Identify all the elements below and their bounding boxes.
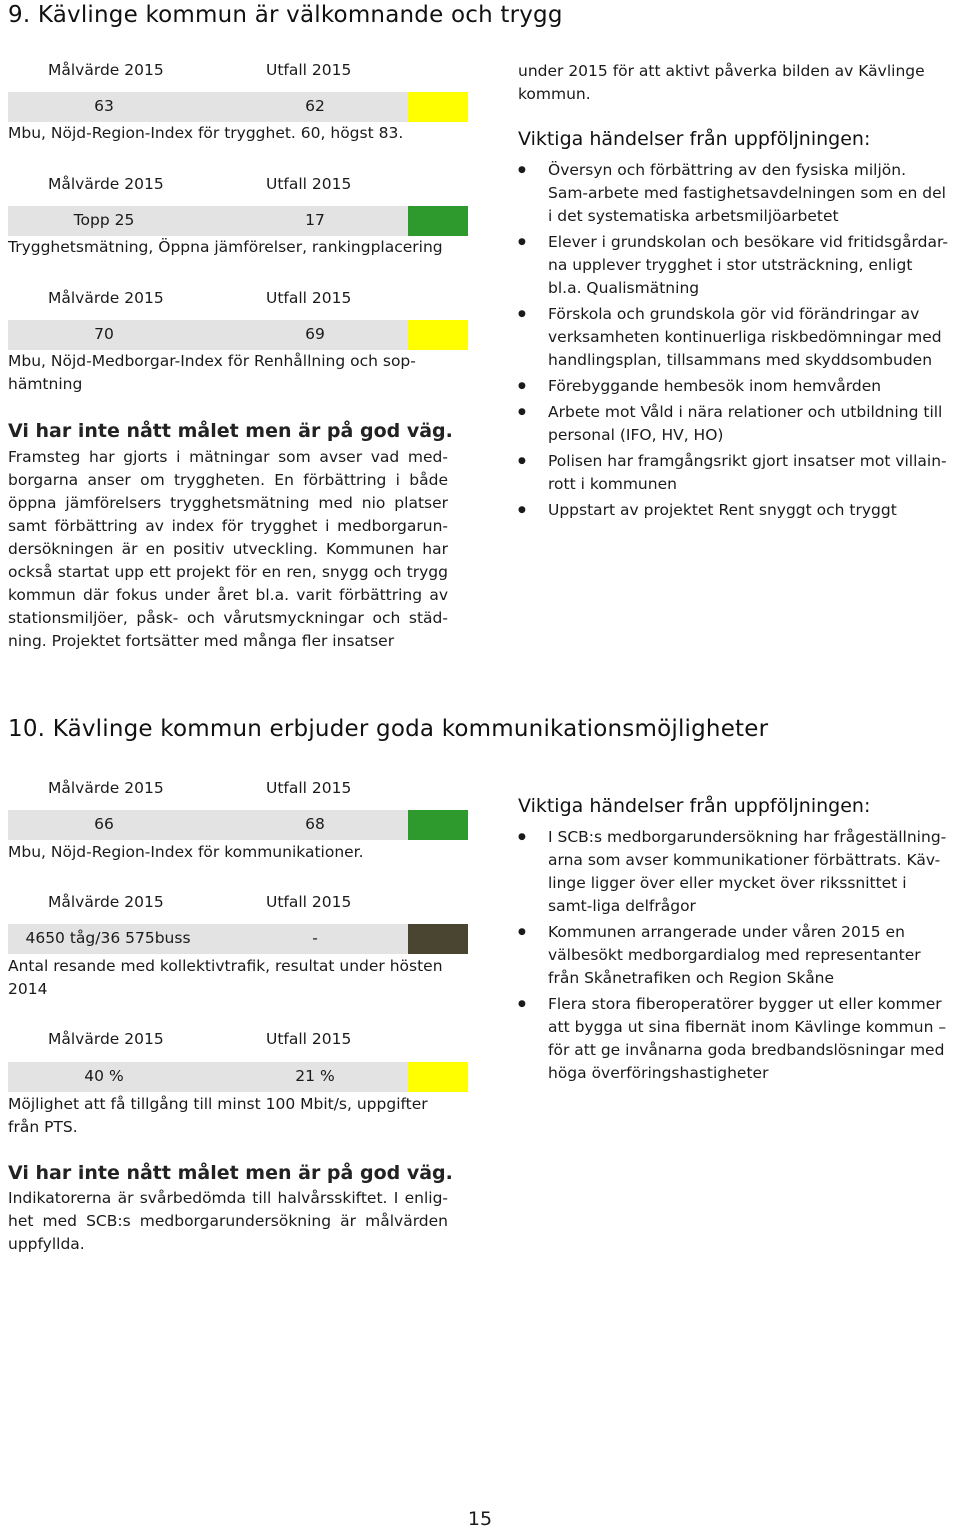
status-title: Vi har inte nått målet men är på god väg. bbox=[8, 420, 453, 442]
measure-caption: Möjlighet att få tillgång till minst 100 Mbit/s, uppgifter från PTS. bbox=[8, 1095, 428, 1136]
status-indicator-yellow bbox=[408, 92, 468, 122]
list-item: ● I SCB:s medborgarundersökning har frågeställning-arna som avser kommunikationer förbättrats. Käv-linge ligger över eller mycket över rikssnittet i samt-liga delfrågor bbox=[518, 826, 950, 918]
target-value: 40 % bbox=[84, 1067, 124, 1085]
events-title: Viktiga händelser från uppföljningen: bbox=[518, 795, 871, 817]
status-indicator-green bbox=[408, 810, 468, 840]
result-header: Utfall 2015 bbox=[266, 779, 352, 797]
list-item: ● Elever i grundskolan och besökare vid fritidsgårdar-na upplever trygghet i stor utsträckning, enligt bl.a. Qualismätning bbox=[518, 231, 950, 300]
status-indicator-green bbox=[408, 206, 468, 236]
measure-row bbox=[8, 810, 468, 840]
measure-caption: Mbu, Nöjd-Medborgar-Index för Renhållning och sop-hämtning bbox=[8, 352, 416, 393]
list-item: ● Flera stora fiberoperatörer bygger ut eller kommer att bygga ut sina fibernät inom Kävlinge kommun – för att ge invånarna goda bredbandslösningar med höga överföringshastigheter bbox=[518, 993, 950, 1085]
list-item: ● Översyn och förbättring av den fysiska miljön. Sam-arbete med fastighetsavdelningen som en del i det systematiska arbetsmiljöarbetet bbox=[518, 159, 950, 228]
target-header: Målvärde 2015 bbox=[48, 175, 164, 193]
measure-row bbox=[8, 320, 468, 350]
events-title: Viktiga händelser från uppföljningen: bbox=[518, 128, 871, 150]
result-value: 62 bbox=[305, 97, 325, 115]
target-header: Målvärde 2015 bbox=[48, 61, 164, 79]
measure-row bbox=[8, 206, 468, 236]
list-item: ● Förskola och grundskola gör vid förändringar av verksamheten kontinuerliga riskbedömningar med handlingsplan, tillsammans med skyddsombuden bbox=[518, 303, 950, 372]
target-value: Topp 25 bbox=[73, 211, 135, 229]
section-10-heading: 10. Kävlinge kommun erbjuder goda kommunikationsmöjligheter bbox=[8, 716, 769, 742]
list-item: ● Förebyggande hembesök inom hemvården bbox=[518, 375, 950, 398]
status-indicator-yellow bbox=[408, 1062, 468, 1092]
result-value: 21 % bbox=[295, 1067, 335, 1085]
measure-row bbox=[8, 1062, 468, 1092]
result-header: Utfall 2015 bbox=[266, 175, 352, 193]
measure-header bbox=[0, 893, 470, 915]
list-item: ● Polisen har framgångsrikt gjort insatser mot villain-rott i kommunen bbox=[518, 450, 950, 496]
result-header: Utfall 2015 bbox=[266, 61, 352, 79]
result-value: - bbox=[312, 929, 318, 947]
measure-header bbox=[0, 61, 470, 83]
events-list bbox=[518, 826, 950, 1088]
measure-header bbox=[0, 779, 470, 801]
list-item: ● Arbete mot Våld i nära relationer och utbildning till personal (IFO, HV, HO) bbox=[518, 401, 950, 447]
status-indicator-brown bbox=[408, 924, 468, 954]
measure-caption: Mbu, Nöjd-Region-Index för kommunikationer. bbox=[8, 843, 364, 861]
measure-caption: Mbu, Nöjd-Region-Index för trygghet. 60, högst 83. bbox=[8, 124, 404, 142]
body-text: Indikatorerna är svårbedömda till halvårsskiftet. I enlig-het med SCB:s medborgarundersökning är målvärden uppfyllda. bbox=[8, 1189, 448, 1253]
body-text: Framsteg har gjorts i mätningar som avser vad med-borgarna anser om tryggheten. En förbättring i både öppna jämförelsers trygghetsmätning med nio platser samt förbättring av index för trygghet i medborgarun-dersökningen är en positiv utveckling. Kommunen har också startat upp ett projekt för en ren, snygg och trygg kommun där fokus under året bl.a. varit förbättring av stationsmiljöer, påsk- och vårutsmyckningar och städ-ning. Projektet fortsätter med många fler insatser bbox=[8, 448, 448, 650]
list-item: ● Kommunen arrangerade under våren 2015 en välbesökt medborgardialog med representanter från Skånetrafiken och Region Skåne bbox=[518, 921, 950, 990]
target-header: Målvärde 2015 bbox=[48, 779, 164, 797]
body-text-continuation: under 2015 för att aktivt påverka bilden av Kävlinge kommun. bbox=[518, 62, 925, 103]
measure-header bbox=[0, 175, 470, 197]
section-9-heading: 9. Kävlinge kommun är välkomnande och trygg bbox=[8, 2, 563, 28]
status-title: Vi har inte nått målet men är på god väg. bbox=[8, 1162, 453, 1184]
result-header: Utfall 2015 bbox=[266, 289, 352, 307]
measure-header bbox=[0, 289, 470, 311]
measure-caption: Trygghetsmätning, Öppna jämförelser, rankingplacering bbox=[8, 238, 443, 256]
list-item: ● Uppstart av projektet Rent snyggt och tryggt bbox=[518, 499, 950, 522]
target-value: 4650 tåg/36 575buss bbox=[25, 929, 191, 947]
measure-row bbox=[8, 92, 468, 122]
target-value: 66 bbox=[94, 815, 114, 833]
result-value: 17 bbox=[305, 211, 325, 229]
events-list bbox=[518, 159, 950, 525]
target-value: 70 bbox=[94, 325, 114, 343]
measure-caption: Antal resande med kollektivtrafik, resultat under hösten 2014 bbox=[8, 957, 443, 998]
result-value: 69 bbox=[305, 325, 325, 343]
measure-row bbox=[8, 924, 468, 954]
target-header: Målvärde 2015 bbox=[48, 1030, 164, 1048]
target-header: Målvärde 2015 bbox=[48, 893, 164, 911]
result-header: Utfall 2015 bbox=[266, 1030, 352, 1048]
target-value: 63 bbox=[94, 97, 114, 115]
status-indicator-yellow bbox=[408, 320, 468, 350]
result-value: 68 bbox=[305, 815, 325, 833]
target-header: Målvärde 2015 bbox=[48, 289, 164, 307]
result-header: Utfall 2015 bbox=[266, 893, 352, 911]
measure-header bbox=[0, 1030, 470, 1052]
page-number: 15 bbox=[467, 1508, 493, 1530]
